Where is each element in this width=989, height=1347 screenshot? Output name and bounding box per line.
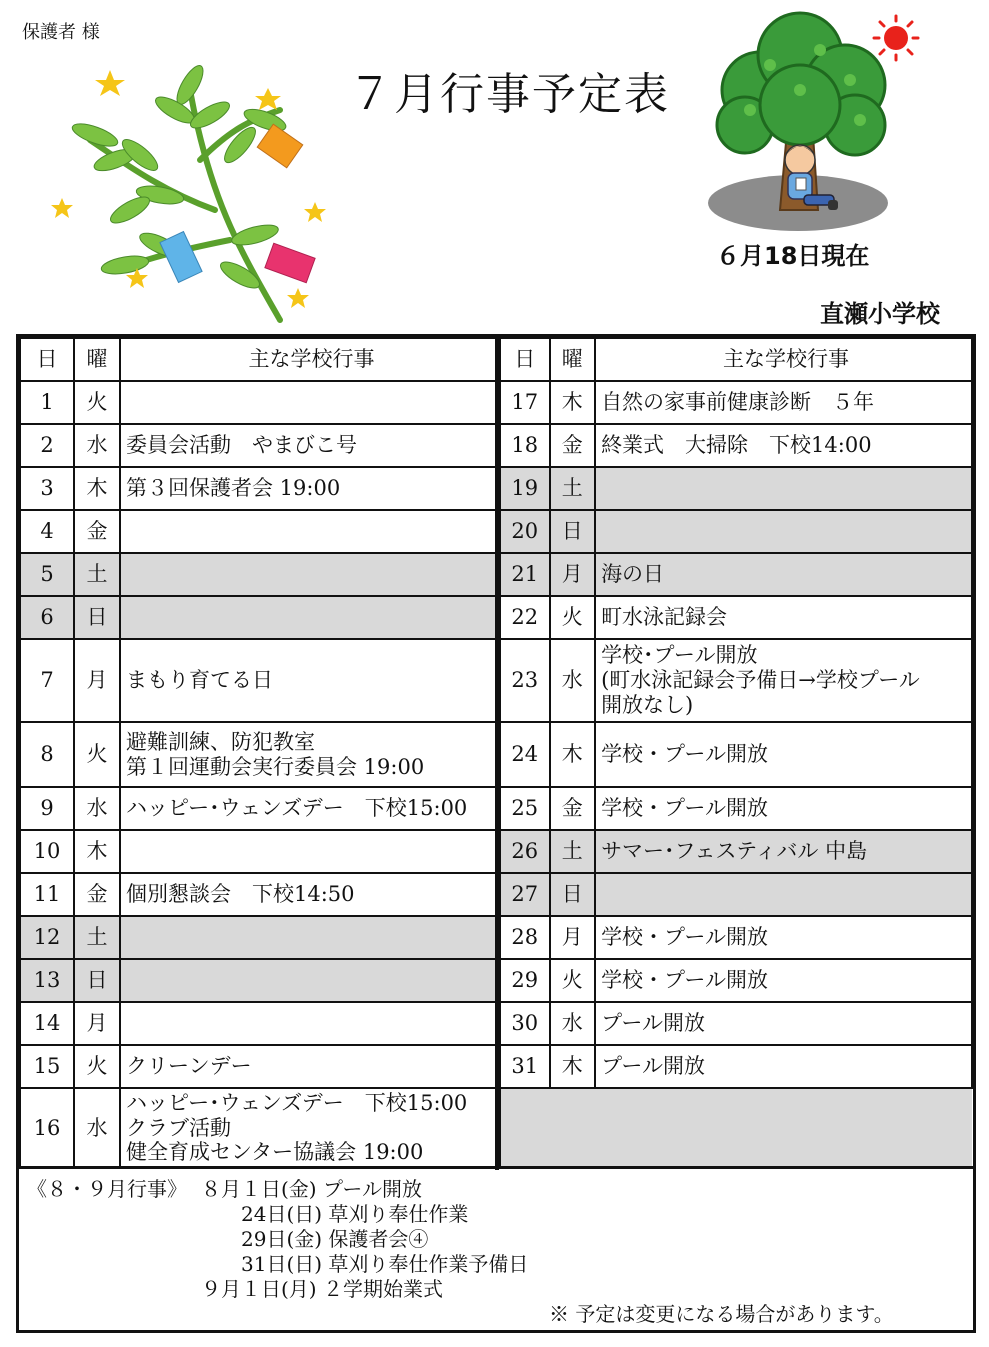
- table-row: [20, 510, 498, 553]
- day-number: 4: [20, 510, 74, 553]
- event-line: 自然の家事前健康診断 ５年: [601, 390, 875, 415]
- event-line: プール開放: [601, 1011, 706, 1036]
- table-row: [20, 424, 498, 467]
- recipient-label: 保護者 様: [22, 22, 100, 43]
- event-line: 学校・プール開放: [601, 925, 769, 950]
- table-row: [500, 916, 972, 959]
- table-header-row: [20, 338, 498, 381]
- schedule-table-left: [19, 337, 499, 1169]
- table-row: [20, 830, 498, 873]
- table-row: [20, 873, 498, 916]
- event-cell: [120, 639, 498, 722]
- day-of-week: 木: [550, 381, 596, 424]
- event-cell: [120, 424, 498, 467]
- event-cell: [120, 830, 498, 873]
- event-cell: [120, 916, 498, 959]
- note-line: ９月１日(月) ２学期始業式: [201, 1277, 443, 1301]
- table-row: [500, 787, 972, 830]
- table-row: [500, 467, 972, 510]
- day-of-week: 月: [550, 553, 596, 596]
- table-row: [500, 722, 972, 787]
- table-row: [500, 424, 972, 467]
- day-number: 13: [20, 959, 74, 1002]
- table-row: [500, 553, 972, 596]
- day-of-week: 木: [74, 830, 120, 873]
- day-of-week: 月: [74, 1002, 120, 1045]
- table-row: [500, 1002, 972, 1045]
- event-cell: [120, 1045, 498, 1088]
- event-cell: [120, 381, 498, 424]
- note-line: 24日(日) 草刈り奉仕作業: [241, 1202, 469, 1226]
- day-number: 7: [20, 639, 74, 722]
- note-line: ８月１日(金) プール開放: [201, 1177, 422, 1201]
- column-header-day: 日: [500, 338, 550, 381]
- event-cell: [595, 1045, 972, 1088]
- event-cell: [595, 873, 972, 916]
- table-row: [20, 1002, 498, 1045]
- event-line: 避難訓練、防犯教室: [126, 729, 315, 754]
- event-line: 学校･プール開放: [601, 643, 758, 668]
- day-of-week: 日: [74, 596, 120, 639]
- column-header-weekday: 曜: [550, 338, 596, 381]
- event-cell: [120, 467, 498, 510]
- day-number: 24: [500, 722, 550, 787]
- column-header-events: 主な学校行事: [595, 338, 972, 381]
- disclaimer-note: ※ 予定は変更になる場合があります。: [549, 1302, 894, 1326]
- event-cell: [595, 959, 972, 1002]
- tanzaku-blue: [160, 232, 202, 283]
- event-line: 学校・プール開放: [601, 796, 769, 821]
- day-of-week: 火: [74, 381, 120, 424]
- event-line: 健全育成センター協議会 19:00: [126, 1140, 424, 1165]
- blank-filler-cell: [500, 1088, 972, 1168]
- day-number: 25: [500, 787, 550, 830]
- table-row: [20, 467, 498, 510]
- event-cell: [595, 467, 972, 510]
- school-name: 直瀬小学校: [820, 300, 940, 328]
- event-cell: [595, 596, 972, 639]
- table-row-blank: [500, 1088, 972, 1168]
- event-cell: [595, 553, 972, 596]
- day-number: 9: [20, 787, 74, 830]
- day-number: 21: [500, 553, 550, 596]
- day-number: 28: [500, 916, 550, 959]
- day-number: 29: [500, 959, 550, 1002]
- event-line: クラブ活動: [126, 1115, 231, 1140]
- day-number: 30: [500, 1002, 550, 1045]
- event-cell: [595, 830, 972, 873]
- event-cell: [595, 381, 972, 424]
- day-of-week: 水: [550, 1002, 596, 1045]
- day-number: 5: [20, 553, 74, 596]
- table-row: [500, 381, 972, 424]
- event-cell: [120, 873, 498, 916]
- day-number: 14: [20, 1002, 74, 1045]
- table-row: [20, 959, 498, 1002]
- event-line: (町水泳記録会予備日→学校プール: [601, 668, 920, 693]
- day-of-week: 土: [74, 916, 120, 959]
- table-row: [20, 916, 498, 959]
- event-cell: [120, 1088, 498, 1168]
- day-number: 17: [500, 381, 550, 424]
- day-of-week: 水: [550, 639, 596, 722]
- table-row: [500, 639, 972, 722]
- event-cell: [595, 722, 972, 787]
- sun-icon: [874, 16, 918, 60]
- event-line: 個別懇談会 下校14:50: [126, 882, 355, 907]
- note-line: 29日(金) 保護者会④: [241, 1227, 429, 1251]
- tanzaku-orange: [257, 124, 303, 168]
- event-line: プール開放: [601, 1054, 706, 1079]
- day-number: 3: [20, 467, 74, 510]
- day-of-week: 日: [550, 510, 596, 553]
- day-of-week: 火: [74, 722, 120, 787]
- day-of-week: 木: [550, 722, 596, 787]
- event-line: 海の日: [601, 562, 665, 587]
- table-row: [500, 510, 972, 553]
- day-number: 12: [20, 916, 74, 959]
- event-cell: [595, 1002, 972, 1045]
- day-number: 20: [500, 510, 550, 553]
- event-line: サマー･フェスティバル 中島: [601, 839, 868, 864]
- event-line: 委員会活動 やまびこ号: [126, 433, 357, 458]
- event-cell: [120, 787, 498, 830]
- event-line: 学校・プール開放: [601, 968, 769, 993]
- table-row: [500, 830, 972, 873]
- table-row: [500, 596, 972, 639]
- event-line: 第３回保護者会 19:00: [126, 476, 341, 501]
- event-line: 開放なし): [601, 692, 694, 717]
- day-of-week: 火: [550, 596, 596, 639]
- event-cell: [595, 916, 972, 959]
- column-header-weekday: 曜: [74, 338, 120, 381]
- page-title: ７月行事予定表: [348, 69, 670, 120]
- event-cell: [120, 959, 498, 1002]
- table-row: [20, 553, 498, 596]
- column-header-day: 日: [20, 338, 74, 381]
- event-cell: [595, 424, 972, 467]
- day-of-week: 月: [550, 916, 596, 959]
- day-number: 1: [20, 381, 74, 424]
- tanzaku-pink: [265, 243, 315, 282]
- table-row: [20, 1045, 498, 1088]
- table-row: [20, 722, 498, 787]
- schedule-table-right: [499, 337, 973, 1168]
- day-number: 2: [20, 424, 74, 467]
- day-of-week: 金: [550, 424, 596, 467]
- event-cell: [120, 722, 498, 787]
- day-of-week: 木: [550, 1045, 596, 1088]
- tree-child-sun-icon: [700, 10, 930, 235]
- event-line: 終業式 大掃除 下校14:00: [601, 433, 872, 458]
- as-of-date: ６月18日現在: [716, 242, 870, 270]
- table-row: [20, 787, 498, 830]
- day-of-week: 火: [550, 959, 596, 1002]
- day-of-week: 金: [550, 787, 596, 830]
- note-line: 31日(日) 草刈り奉仕作業予備日: [241, 1252, 529, 1276]
- day-number: 27: [500, 873, 550, 916]
- event-line: クリーンデー: [126, 1054, 252, 1079]
- table-row: [20, 596, 498, 639]
- event-cell: [120, 510, 498, 553]
- day-of-week: 土: [550, 467, 596, 510]
- notes-section: [19, 1169, 973, 1330]
- event-line: ハッピー･ウェンズデー 下校15:00: [126, 796, 468, 821]
- day-of-week: 金: [74, 873, 120, 916]
- day-number: 8: [20, 722, 74, 787]
- event-line: 学校・プール開放: [601, 742, 769, 767]
- event-cell: [595, 787, 972, 830]
- column-header-events: 主な学校行事: [120, 338, 498, 381]
- table-row: [500, 959, 972, 1002]
- day-of-week: 水: [74, 787, 120, 830]
- day-number: 31: [500, 1045, 550, 1088]
- event-cell: [120, 1002, 498, 1045]
- day-number: 19: [500, 467, 550, 510]
- table-row: [500, 873, 972, 916]
- event-line: 町水泳記録会: [601, 605, 728, 630]
- day-number: 26: [500, 830, 550, 873]
- table-row: [20, 639, 498, 722]
- event-line: 第１回運動会実行委員会 19:00: [126, 754, 425, 779]
- day-of-week: 土: [550, 830, 596, 873]
- day-of-week: 金: [74, 510, 120, 553]
- event-cell: [595, 639, 972, 722]
- event-cell: [120, 596, 498, 639]
- day-of-week: 月: [74, 639, 120, 722]
- day-number: 18: [500, 424, 550, 467]
- day-of-week: 水: [74, 1088, 120, 1168]
- table-header-row: [500, 338, 972, 381]
- day-number: 6: [20, 596, 74, 639]
- day-of-week: 日: [74, 959, 120, 1002]
- day-of-week: 火: [74, 1045, 120, 1088]
- event-cell: [595, 510, 972, 553]
- day-of-week: 日: [550, 873, 596, 916]
- day-of-week: 木: [74, 467, 120, 510]
- day-number: 15: [20, 1045, 74, 1088]
- day-number: 23: [500, 639, 550, 722]
- tree-canopy: [717, 13, 885, 155]
- table-row: [20, 381, 498, 424]
- day-of-week: 土: [74, 553, 120, 596]
- event-cell: [120, 553, 498, 596]
- day-number: 11: [20, 873, 74, 916]
- table-row: [500, 1045, 972, 1088]
- schedule-frame: [16, 334, 976, 1333]
- day-number: 16: [20, 1088, 74, 1168]
- day-number: 10: [20, 830, 74, 873]
- tanabata-bamboo-icon: [40, 50, 340, 330]
- table-row: [20, 1088, 498, 1168]
- notes-heading: 《８・９月行事》: [27, 1177, 187, 1201]
- day-number: 22: [500, 596, 550, 639]
- event-line: まもり育てる日: [126, 668, 273, 693]
- event-line: ハッピー･ウェンズデー 下校15:00: [126, 1090, 468, 1115]
- day-of-week: 水: [74, 424, 120, 467]
